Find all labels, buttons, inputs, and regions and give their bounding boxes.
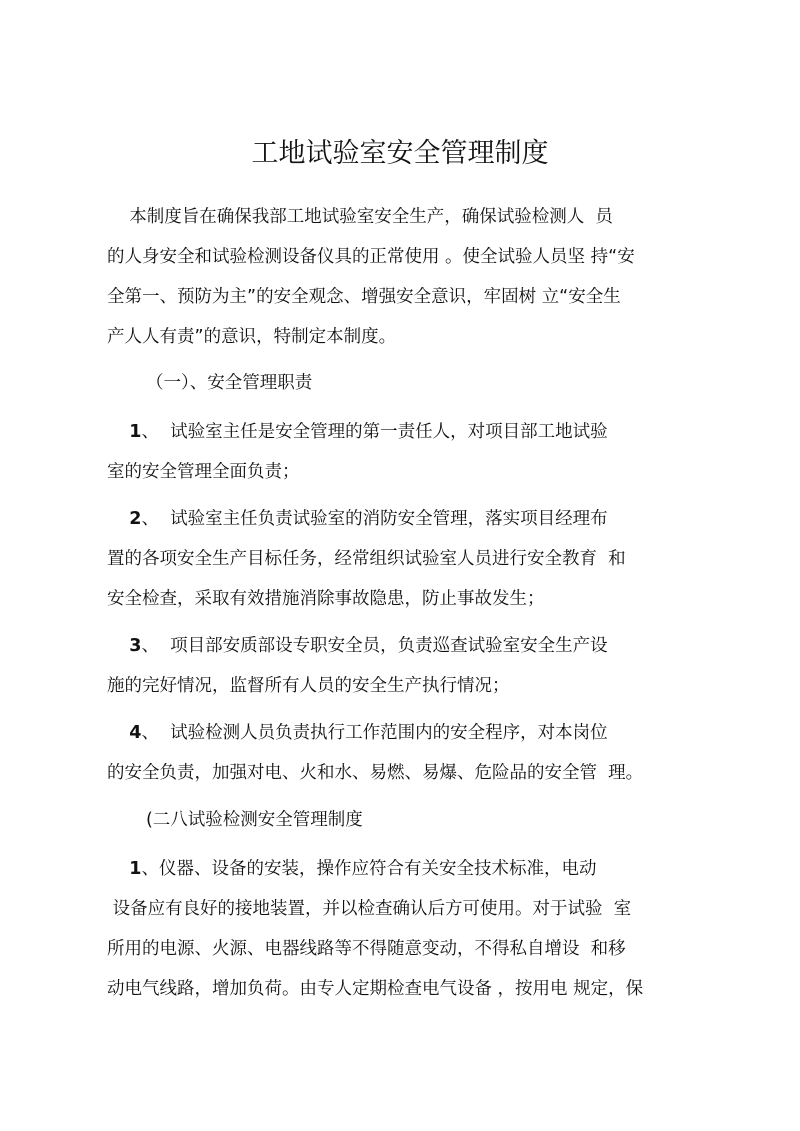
document-title: 工地试验室安全管理制度 xyxy=(251,138,549,169)
paragraph-line: 置的各项安全生产目标任务，经常组织试验室人员进行安全教育 和 xyxy=(107,549,626,569)
paragraph-line: 的安全负责，加强对电、火和水、易燃、易爆、危险品的安全管 理。 xyxy=(107,763,644,783)
intro-paragraph xyxy=(107,197,667,357)
numbered-item xyxy=(107,412,667,492)
numbered-item xyxy=(107,499,667,619)
paragraph-line: 、仪器、设备的安装，操作应符合有关安全技术标准，电动 xyxy=(141,859,597,879)
numbered-item xyxy=(107,626,667,706)
item-number: 1 xyxy=(129,859,142,879)
section-heading xyxy=(107,363,667,403)
item-number: 2 xyxy=(129,509,142,529)
numbered-item xyxy=(107,713,667,793)
paragraph-line: 室的安全管理全面负责； xyxy=(107,462,300,482)
section-heading-text: (二八试验检测安全管理制度 xyxy=(107,810,363,830)
paragraph-line: 、 试验室主任负责试验室的消防安全管理，落实项目经理布 xyxy=(141,509,608,529)
item-number: 4 xyxy=(129,723,142,743)
paragraph-line: 产人人有责”的意识，特制定本制度。 xyxy=(107,327,397,347)
section-heading xyxy=(107,800,667,840)
paragraph-line: 安全检查，采取有效措施消除事故隐患，防止事故发生； xyxy=(107,589,545,609)
paragraph-line: 本制度旨在确保我部工地试验室安全生产，确保试验检测人 员 xyxy=(107,207,613,227)
section-heading-text: （一）、安全管理职责 xyxy=(107,373,313,393)
item-number: 1 xyxy=(129,422,142,442)
paragraph-line: 、 试验检测人员负责执行工作范围内的安全程序，对本岗位 xyxy=(141,723,608,743)
paragraph-line: 施的完好情况，监督所有人员的安全生产执行情况； xyxy=(107,676,510,696)
paragraph-line: 所用的电源、火源、电器线路等不得随意变动，不得私自增设 和移 xyxy=(107,939,626,959)
item-number: 3 xyxy=(129,636,142,656)
paragraph-line: 、 项目部安质部设专职安全员，负责巡查试验室安全生产设 xyxy=(141,636,608,656)
paragraph-line: 的人身安全和试验检测设备仪具的正常使用 。使全试验人员坚 持“安 xyxy=(107,247,635,267)
paragraph-line: 、 试验室主任是安全管理的第一责任人，对项目部工地试验 xyxy=(141,422,608,442)
paragraph-line: 全第一、预防为主”的安全观念、增强安全意识，牢固树 立“安全生 xyxy=(107,287,621,307)
paragraph-line: 动电气线路，增加负荷。由专人定期检查电气设备 ，按用电 规定，保 xyxy=(107,979,644,999)
paragraph-line: 设备应有良好的接地装置，并以检查确认后方可使用。对于试验 室 xyxy=(107,899,632,919)
numbered-item xyxy=(107,849,667,1009)
